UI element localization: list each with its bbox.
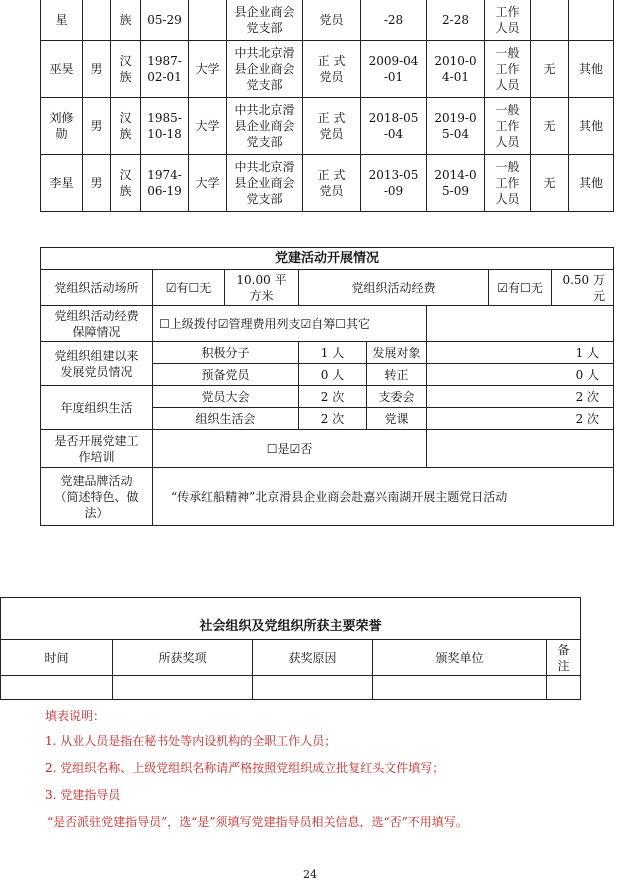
venue-checkbox: ☑有☐无 — [153, 270, 225, 306]
member-col11 — [531, 0, 569, 40]
orglife-meeting-label: 组织生活会 — [153, 408, 299, 430]
member-join: 2018-05 -04 — [361, 97, 427, 154]
member-position: 一般 工作 人员 — [485, 97, 531, 154]
member-col11: 无 — [531, 97, 569, 154]
funds-checkbox: ☑有☐无 — [489, 270, 552, 306]
committee-label: 支委会 — [367, 386, 427, 408]
member-status: 正 式 党员 — [303, 154, 361, 211]
member-birth: 1987- 02-01 — [141, 40, 189, 97]
training-value: ☐是☑否 — [153, 430, 427, 468]
members-table — [40, 0, 614, 212]
member-formal: 2010-0 4-01 — [427, 40, 485, 97]
member-status: 党员 — [303, 0, 361, 40]
org-life-label: 年度组织生活 — [41, 386, 153, 430]
member-name: 李星 — [41, 154, 83, 211]
assembly-value: 2 次 — [299, 386, 367, 408]
member-name: 星 — [41, 0, 83, 40]
activist-value: 1 人 — [299, 342, 367, 364]
honors-cell — [253, 676, 373, 700]
member-col11: 无 — [531, 40, 569, 97]
honors-header-remark: 备 注 — [547, 640, 581, 676]
funds-source-blank — [427, 306, 614, 342]
member-col12: 其他 — [569, 154, 614, 211]
training-blank — [427, 430, 614, 468]
lesson-label: 党课 — [367, 408, 427, 430]
honors-header-award: 所获奖项 — [113, 640, 253, 676]
honors-table — [0, 597, 581, 700]
member-name: 巫昊 — [41, 40, 83, 97]
funds-source-value: ☐上级拨付☑管理费用列支☑自筹☐其它 — [153, 306, 427, 342]
page-number: 24 — [303, 868, 317, 881]
activist-label: 积极分子 — [153, 342, 299, 364]
member-col12: 其他 — [569, 97, 614, 154]
honors-header-issuer: 颁奖单位 — [373, 640, 547, 676]
member-formal: 2014-0 5-09 — [427, 154, 485, 211]
member-org: 中共北京滑 县企业商会 党支部 — [227, 97, 303, 154]
member-position: 一般 工作 人员 — [485, 40, 531, 97]
member-org: 中共北京滑 县企业商会 党支部 — [227, 154, 303, 211]
honors-header-time: 时间 — [1, 640, 113, 676]
member-gender: 男 — [83, 97, 111, 154]
note-item: 3. 党建指导员 — [45, 788, 121, 802]
member-gender: 男 — [83, 154, 111, 211]
member-position: 工作 人员 — [485, 0, 531, 40]
member-position: 一般 工作 人员 — [485, 154, 531, 211]
member-col11: 无 — [531, 154, 569, 211]
honors-header-reason: 获奖原因 — [253, 640, 373, 676]
venue-label: 党组织活动场所 — [41, 270, 153, 306]
probation-label: 预备党员 — [153, 364, 299, 386]
member-gender — [83, 0, 111, 40]
committee-value: 2 次 — [427, 386, 614, 408]
development-label: 党组织组建以来 发展党员情况 — [41, 342, 153, 386]
member-birth: 05-29 — [141, 0, 189, 40]
member-org: 县企业商会 党支部 — [227, 0, 303, 40]
member-join: -28 — [361, 0, 427, 40]
member-status: 正 式 党员 — [303, 97, 361, 154]
honors-title: 社会组织及党组织所获主要荣誉 — [1, 598, 581, 640]
member-status: 正 式 党员 — [303, 40, 361, 97]
member-col12: 其他 — [569, 40, 614, 97]
brand-label: 党建品牌活动 （简述特色、做 法） — [41, 468, 153, 526]
member-formal: 2-28 — [427, 0, 485, 40]
assembly-label: 党员大会 — [153, 386, 299, 408]
party-activity-table — [40, 247, 614, 526]
honors-cell — [373, 676, 547, 700]
regular-value: 0 人 — [427, 364, 614, 386]
funds-label: 党组织活动经费 — [299, 270, 489, 306]
member-ethnicity: 汉 族 — [111, 40, 141, 97]
regular-label: 转正 — [367, 364, 427, 386]
orglife-meeting-value: 2 次 — [299, 408, 367, 430]
target-label: 发展对象 — [367, 342, 427, 364]
member-education: 大学 — [189, 40, 227, 97]
honors-cell — [547, 676, 581, 700]
notes-heading: 填表说明： — [45, 709, 106, 723]
member-name: 刘修 勋 — [41, 97, 83, 154]
member-ethnicity: 汉 族 — [111, 154, 141, 211]
member-gender: 男 — [83, 40, 111, 97]
target-value: 1 人 — [427, 342, 614, 364]
fill-instructions — [45, 708, 605, 841]
honors-cell — [1, 676, 113, 700]
note-item: “是否派驻党建指导员”，选“是”须填写党建指导员相关信息，选“否”不用填写。 — [47, 815, 468, 829]
member-formal: 2019-0 5-04 — [427, 97, 485, 154]
member-org: 中共北京滑 县企业商会 党支部 — [227, 40, 303, 97]
member-education: 大学 — [189, 154, 227, 211]
member-ethnicity: 汉 族 — [111, 97, 141, 154]
member-join: 2013-05 -09 — [361, 154, 427, 211]
member-education — [189, 0, 227, 40]
note-item: 2. 党组织名称、上级党组织名称请严格按照党组织成立批复红头文件填写； — [45, 761, 445, 775]
lesson-value: 2 次 — [427, 408, 614, 430]
member-birth: 1974- 06-19 — [141, 154, 189, 211]
member-join: 2009-04 -01 — [361, 40, 427, 97]
training-label: 是否开展党建工 作培训 — [41, 430, 153, 468]
member-row — [41, 154, 614, 211]
member-education: 大学 — [189, 97, 227, 154]
member-row — [41, 0, 614, 40]
member-ethnicity: 族 — [111, 0, 141, 40]
funds-amount: 0.50 万 元 — [552, 270, 614, 306]
honors-cell — [113, 676, 253, 700]
note-item: 1. 从业人员是指在秘书处等内设机构的全职工作人员； — [45, 734, 337, 748]
member-row — [41, 40, 614, 97]
activity-title: 党建活动开展情况 — [41, 248, 614, 270]
member-row — [41, 97, 614, 154]
member-col12 — [569, 0, 614, 40]
venue-area: 10.00 平 方米 — [225, 270, 299, 306]
member-birth: 1985- 10-18 — [141, 97, 189, 154]
brand-value: “传承红船精神”北京滑县企业商会赴嘉兴南湖开展主题党日活动 — [153, 468, 614, 526]
probation-value: 0 人 — [299, 364, 367, 386]
funds-source-label: 党组织活动经费 保障情况 — [41, 306, 153, 342]
